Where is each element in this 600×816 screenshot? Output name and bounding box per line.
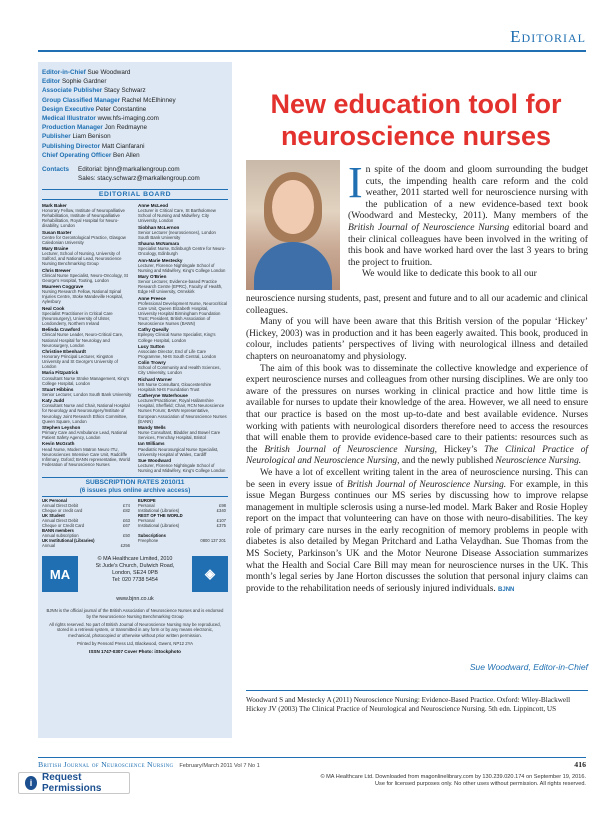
staff-role: Group Classified Manager: [42, 96, 121, 104]
board-member-desc: Head Nurse, Modern Matron Neuro ITU, Neurosciences Intensive Care Unit, Radcliffe Infirmary, Oxford; BANN representative, World Federation of Neuroscience Nurses: [42, 446, 130, 467]
board-member: [42, 398, 132, 423]
board-member-desc: Associate Director, End of Life Care Programme, NHS South Central, London: [138, 348, 217, 359]
board-member: [42, 387, 132, 397]
subscription-price: £107: [216, 517, 226, 523]
publisher-logo: MA: [42, 556, 78, 592]
board-member: [138, 203, 228, 223]
board-member-name: Cathy Queally: [138, 327, 169, 333]
staff-row: [42, 123, 228, 132]
subscription-price: £63: [123, 517, 130, 523]
subscription-label: Annual Direct Debit: [42, 503, 79, 509]
subscription-price: 0800 137 201: [200, 537, 226, 543]
publisher-copyright: © MA Healthcare Limited, 2010: [97, 556, 173, 563]
board-member: [42, 230, 132, 245]
board-member-name: Lucy Sutton: [138, 343, 165, 349]
drop-cap: I: [348, 158, 363, 207]
board-member: [42, 306, 132, 326]
end-mark: BJNN: [498, 586, 515, 593]
legal-notice: [38, 602, 232, 654]
board-member: [42, 327, 132, 347]
subscription-price: £98: [219, 503, 226, 509]
board-member-desc: Nursing Research Fellow, National Spinal Injuries Centre, Stoke Mandeville Hospital, Aylesbury: [42, 289, 123, 305]
board-member-desc: Honorary Principal Lecturer, Kingston University and St George's University of London: [42, 353, 118, 370]
section-label: Editorial: [510, 27, 586, 46]
board-member-name: Susan Baxter: [42, 229, 72, 235]
staff-role: Publishing Director: [42, 142, 101, 150]
staff-name: Matt Cianfarani: [101, 142, 145, 150]
board-member-desc: Clinical Nurse Specialist, Neuro-Oncology, St George's Hospital, Tooting, London: [42, 272, 128, 283]
printer-line: Printed by Pensord Press Ltd, Blackwood, Gwent, NP12 2YA: [77, 640, 193, 646]
contacts-sales: Sales: stacy.schwarz@markallengroup.com: [78, 174, 200, 182]
board-member-name: Mark Baker: [42, 203, 67, 209]
subscription-label: UK Student: [42, 513, 65, 519]
board-member: [138, 274, 228, 294]
legal-rights: All rights reserved. No part of British Journal of Neuroscience Nursing may be reproduced, stored in a retrieval system, or transmitted in any form or by any means electronic, mechanical, photocopied or otherwise without prior written permission.: [49, 622, 221, 638]
staff-name: Sue Woodward: [87, 69, 131, 76]
board-member-desc: Lecturer in Critical Care, St Bartholomew School of Nursing and Midwifery, City University, London: [138, 208, 216, 224]
subscription-price: £82: [123, 508, 130, 514]
board-column-right: [138, 203, 228, 474]
board-member-desc: Centre for Gerontological Practice, Glasgow Caledonian University: [42, 234, 126, 245]
subscription-row: [138, 539, 226, 544]
board-member-name: Sue Woodward: [138, 457, 172, 463]
staff-row: [42, 151, 228, 160]
subscription-label: UK Personal: [42, 498, 67, 504]
download-notice-line-2: Use for licensed purposes only. No other uses without permission. All rights reserved.: [374, 781, 586, 788]
editor-photo: [246, 160, 340, 290]
staff-role: Design Executive: [42, 105, 95, 113]
subscription-price: £74: [123, 503, 130, 509]
staff-name: Liam Benison: [72, 133, 111, 141]
staff-role: Chief Operating Officer: [42, 151, 112, 159]
board-member-desc: Honorary Fellow, Institute of Neuropalliative Rehabilitation, Institute of Neuropalliative Rehabilitation, Royal Hospital for Neuro-disability, London: [42, 208, 125, 229]
issn-line: ISSN 1747-0307 Cover Photo: iStockphoto: [89, 649, 181, 655]
subscription-label: Freephone: [138, 537, 159, 543]
download-notice: [228, 774, 586, 789]
board-member: [138, 458, 228, 473]
request-permissions-button[interactable]: [18, 772, 130, 794]
board-member-desc: Specialist Practitioner in Critical Care (Neurosurgery), University of Ulster, Londonderry, Northern Ireland: [42, 310, 113, 327]
paragraph-hickey: Many of you will have been aware that this British version of the popular ‘Hickey’ (Hickey, 2003) was in production and it has been eagerly awaited. This book, produced in colour, includes patients’ perspectives of living with neurological illness and detailed chapters on neuroanatomy and physiology.: [246, 317, 588, 362]
board-member-name: Christine Ebenhardt: [42, 348, 86, 354]
board-member-desc: Professional Development Nurse, Neurocritical Care Unit, Queen Elizabeth Hospital, University Hospital Birmingham Foundation Trust; President, British Association of Neuroscience Nurses (BANN): [138, 300, 228, 327]
board-member-name: Shauna McNamara: [138, 241, 180, 247]
staff-role: Production Manager: [42, 124, 103, 132]
board-member-name: Siobhan McLernon: [138, 224, 180, 230]
reference-item: Hickey JV (2003) The Clinical Practice of Neurological and Neuroscience Nursing. 5th edn. Lippincott, US: [246, 705, 557, 713]
board-column-left: [42, 203, 132, 474]
masthead-sidebar: [38, 62, 232, 738]
board-member-name: Catheryne Waterhouse: [138, 393, 188, 399]
board-member-desc: Paediatric Neurosurgical Nurse Specialist, University Hospital of Wales, Cardiff: [138, 446, 219, 457]
board-member-name: Stuart Hibbins: [42, 386, 74, 392]
board-member-desc: Consultant Nurse Stroke Management, King's College Hospital, London: [42, 375, 130, 386]
subscription-label: Institutional (Libraries): [138, 508, 180, 514]
board-member: [42, 246, 132, 266]
subscription-label: Annual subscription: [42, 532, 79, 538]
board-member-name: Mary O'Brien: [138, 274, 167, 279]
footer-issue: February/March 2011 Vol 7 No 1: [179, 763, 260, 769]
publisher-address-1: St Jude's Church, Dulwich Road,: [95, 563, 175, 570]
board-member: [42, 441, 132, 466]
board-member: [42, 349, 132, 369]
staff-name: Stacy Schwarz: [103, 87, 146, 95]
board-member-name: Belinda Crawford: [42, 327, 81, 333]
staff-row: [42, 132, 228, 141]
board-member-name: Colin Trowry: [138, 360, 166, 366]
staff-row: [42, 105, 228, 114]
publisher-web: www.bjnn.co.uk: [116, 596, 154, 603]
board-member-desc: Lecturer, Florence Nightingale School of Nursing and Midwifery, King's College London: [138, 262, 226, 273]
download-notice-line-1: © MA Healthcare Ltd. Downloaded from magonlinelibrary.com by 130.239.020.174 on September 19, 2016.: [320, 774, 586, 780]
lead-text-3: We would like to dedicate this book to all our: [362, 268, 537, 280]
editor-signoff: Sue Woodward, Editor-in-Chief: [469, 662, 588, 672]
paragraph-aim: The aim of this book was to disseminate the collective knowledge and experience of expert neuroscience nurses and colleagues from other nursing disciplines. We are only too aware of the pressures on nurses working in clinical practice and how little time is available for nurses to update their knowledge of the area. However, we all need to ensure that our practice is based on the most up-to-date and best available evidence. Nurses working with patients with neurological disorders therefore need to access the resources that will enable them to provide evidence-based care to their patients: resources such as the British Journal of Neuroscience Nursing, Hickey’s The Clinical Practice of Neurological and Neuroscience Nursing, and the newly published Neuroscience Nursing.: [246, 363, 588, 467]
staff-role: Medical Illustrator: [42, 115, 96, 123]
staff-name: Peter Constantine: [95, 105, 147, 113]
contacts-block: [38, 160, 232, 183]
contacts-editorial: Editorial: bjnn@markallengroup.com: [78, 166, 180, 174]
legal-affiliation: BJNN is the official journal of the British Association of Neuroscience Nurses and is endorsed by the Neuroscience Nursing Benchmarking Group: [46, 608, 224, 619]
staff-role: Publisher: [42, 133, 71, 141]
info-icon: i: [25, 776, 37, 790]
staff-name: Jon Redmayne: [104, 124, 147, 132]
board-member-name: Richard Warner: [138, 376, 173, 382]
page-footer: [38, 760, 586, 769]
staff-role: Editor-in-Chief: [42, 69, 86, 76]
staff-row: [42, 96, 228, 105]
board-member-desc: Specialist Nurse, Edinburgh Centre for Neuro-Oncology, Edinburgh: [138, 246, 226, 257]
page-header: [0, 0, 600, 50]
subscription-subheading: (6 issues plus online archive access): [42, 487, 228, 497]
subscription-label: BANN members: [42, 527, 74, 533]
board-member-desc: School of Community and Health Sciences, City University, London: [138, 365, 221, 376]
subscription-label: Cheque or Credit Card: [42, 522, 85, 528]
subscription-price: £340: [216, 508, 226, 514]
lead-text-2: editorial board and their clinical colleagues have been involved in the writing of this book and have worked hard over the last 3 years to bring the project to fruition.: [348, 221, 588, 268]
subscription-row: [42, 544, 130, 549]
board-member: [42, 284, 132, 304]
board-member: [42, 425, 132, 440]
footer-rule: [38, 757, 586, 758]
subscription-label: Cheque or credit card: [42, 508, 83, 514]
board-member-desc: Lecturer/Practitioner, Royal Hallamshire Hospital, Sheffield; Chair, RCN Neuroscience Nurses Forum; BANN representative, European Association of Neuroscience Nurses (EANN): [138, 398, 227, 424]
board-member: [138, 241, 228, 256]
board-member-name: Chris Brewer: [42, 267, 71, 273]
board-member-name: Mary Braine: [42, 246, 69, 252]
subscription-column-right: [138, 499, 226, 548]
header-rule: [38, 50, 586, 52]
paragraph-talent: We have a lot of excellent writing talent in the area of neuroscience nursing. This can be seen in every issue of British Journal of Neuroscience Nursing. For example, in this issue Megan Burgess continues our MS series by discussing how to improve relapse management in multiple sclerosis using a nurse-led model. Mark Baker and Rosie Hopley report on the impact that volunteering can have on those with neuro-disabilities. The key role of primary care nurses in the early recognition of memory problems in people with diabetes is also detailed by Megan Pritchard and Latha Velaydhan. Sue Thomas from the MS Society, Parkinson’s UK and the Motor Neurone Disease Association summarizes what the Health and Social Care Bill may mean for neuroscience nurses in the UK. This month’s legal series by Jane Horton discusses the solution that personal injury claims can provide to the rehabilitation needs of seriously injured individuals. BJNN: [246, 467, 588, 594]
board-member: [42, 203, 132, 228]
article-title: New education tool for neuroscience nurses: [270, 89, 562, 151]
board-member: [138, 425, 228, 440]
subscription-label: Institutional (Libraries): [138, 522, 180, 528]
board-member-desc: Senior Lecturer (neurosciences), London South Bank University: [138, 229, 216, 240]
board-member-desc: Lecturer, Florence Nightingale School of Nursing and Midwifery, King's College London: [138, 462, 226, 474]
staff-row: [42, 77, 228, 86]
subscription-label: EUROPE: [138, 498, 156, 504]
staff-row: [42, 86, 228, 95]
staff-name: Sophie Gardner: [61, 78, 107, 86]
board-member: [138, 344, 228, 359]
publisher-tel: Tel: 020 7738 5454: [112, 577, 158, 584]
staff-row: [42, 142, 228, 151]
board-member-desc: Clinical Nurse Leader, Neuro-Critical Care, National Hospital for Neurology and Neurosurgery, London: [42, 332, 124, 348]
subscription-price: £375: [216, 522, 226, 528]
board-member-desc: Senior Lecturer, London South Bank University: [42, 392, 132, 397]
board-member: [138, 360, 228, 375]
board-member-name: Neal Cook: [42, 305, 65, 311]
board-member-desc: Consultant Nurse and Chair, National Hospital for Neurology and Neurosurgery/Institute of Neurology Joint Research Ethics Committee, Queen Square, London: [42, 403, 130, 424]
subscription-label: UK Institutional (Libraries): [42, 537, 95, 543]
request-permissions-label: Request Permissions: [41, 772, 102, 794]
board-member-desc: Senior Lecturer, Evidence-based Practice Research Centre (EPRC), Faculty of Health, Edge Hill University, Ormskirk: [138, 279, 223, 295]
staff-name: Rachel McElhinney: [121, 96, 176, 104]
subscription-price: £67: [123, 522, 130, 528]
subscription-label: Annual Direct Debit: [42, 517, 79, 523]
board-member-desc: Primary Care and Ambulance Lead, National Patient Safety Agency, London: [42, 430, 128, 441]
subscription-price: £50: [123, 532, 130, 538]
board-member-desc: Lecturer, School of Nursing, University of Salford, and National Lead, Neuroscience Nursing Benchmarking Group: [42, 251, 122, 267]
reference-item: Woodward S and Mestecky A (2011) Neuroscience Nursing: Evidence-Based Practice. Oxford: Wiley-Blackwell: [246, 696, 571, 704]
publisher-address-2: London, SE24 0PB: [112, 570, 158, 577]
subscription-label: Personal: [138, 503, 155, 509]
board-member: [138, 258, 228, 273]
staff-name: www.hfs-imaging.com: [97, 115, 159, 123]
board-member-name: Maria Fitzpatrick: [42, 370, 79, 376]
board-member: [42, 370, 132, 385]
editorial-board: [38, 203, 232, 474]
board-member-desc: Epilepsy Clinical Nurse Specialist, King's College Hospital, London: [138, 332, 216, 343]
board-member-desc: MS Nurse Consultant, Gloucestershire Hospitals NHS Foundation Trust: [138, 381, 212, 392]
board-member-name: Katy Judd: [42, 398, 65, 404]
board-member-name: Anne Preece: [138, 295, 166, 301]
subscription-label: Annual: [42, 542, 56, 548]
board-member: [138, 296, 228, 327]
board-member-name: Ian Williams: [138, 441, 165, 447]
references-rule: [246, 690, 588, 691]
board-member: [138, 377, 228, 392]
article-body: [246, 294, 588, 596]
subscription-label: Personal: [138, 517, 155, 523]
board-member-name: Anne McLeod: [138, 203, 169, 209]
board-member: [42, 268, 132, 283]
footer-journal: British Journal of Neuroscience Nursing: [38, 760, 174, 769]
board-member: [138, 393, 228, 424]
subscription-price: £256: [120, 542, 130, 548]
staff-row: [42, 114, 228, 123]
article-lead: [348, 158, 588, 280]
board-member-name: Mandy Wells: [138, 424, 166, 430]
publisher-block: [38, 548, 232, 592]
page-number: 416: [574, 760, 586, 769]
board-member: [138, 441, 228, 456]
staff-row: [42, 68, 228, 77]
board-member-name: Kevin McGrath: [42, 441, 75, 447]
staff-list: [38, 62, 232, 160]
subscription-column-left: [42, 499, 130, 548]
board-heading: EDITORIAL BOARD: [42, 189, 228, 200]
board-member: [138, 225, 228, 240]
board-member-name: Ann-Marie Mestecky: [138, 257, 183, 263]
staff-role: Editor: [42, 78, 61, 86]
board-member: [138, 327, 228, 342]
lead-italic-journal: British Journal of Neuroscience Nursing: [348, 221, 510, 233]
paragraph-continuation: neuroscience nursing students, past, present and future and to all our academic and clinical colleagues.: [246, 294, 588, 316]
references-list: [246, 696, 588, 714]
subscription-label: REST OF THE WORLD: [138, 513, 183, 519]
lead-text-1: n spite of the doom and gloom surrounding the budget cuts, the impending health care reform and the cold weather, 2011 started well for neuroscience nursing with the publication of a new evidence-based text book (Woodward and Mestecky, 2011). Many members of the: [348, 164, 588, 222]
staff-name: Ben Allen: [113, 151, 140, 159]
board-member-name: Stephen Leyshon: [42, 424, 81, 430]
bann-logo: ◈: [192, 556, 228, 592]
contacts-label: Contacts: [42, 166, 69, 174]
staff-role: Associate Publisher: [42, 87, 103, 95]
subscription-heading: SUBSCRIPTION RATES 2010/11: [42, 477, 228, 487]
subscription-label: Subscriptions: [138, 532, 166, 538]
subscription-rates: [38, 497, 232, 548]
board-member-name: Maureen Coggrave: [42, 284, 84, 290]
board-member-desc: Nurse Consultant, Bladder and Bowel Care Services, Frenchay Hospital, Bristol: [138, 430, 221, 441]
